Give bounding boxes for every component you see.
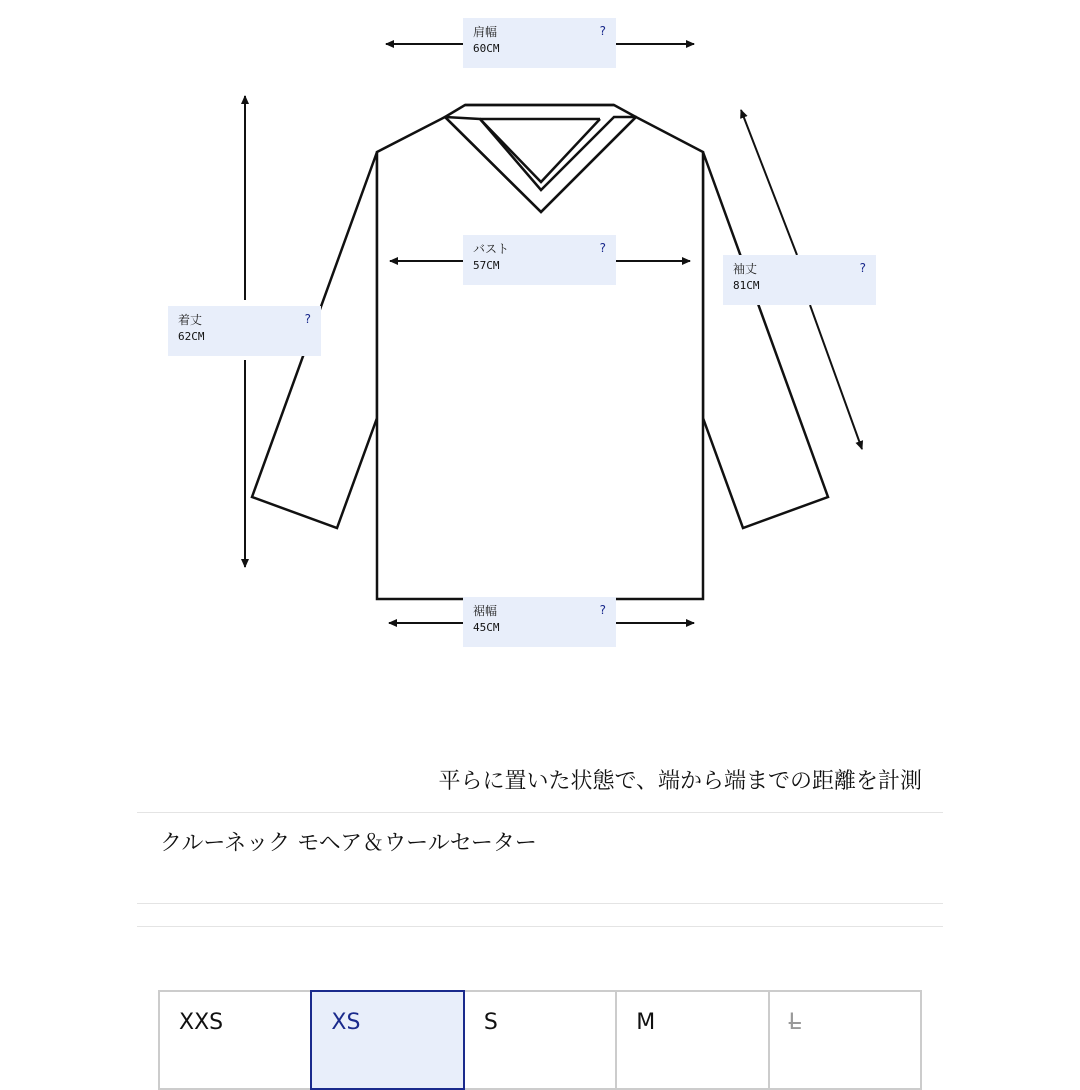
- hem-width-name: 裾幅: [473, 604, 498, 618]
- size-option-m[interactable]: M: [617, 990, 769, 1090]
- help-icon[interactable]: ?: [304, 312, 311, 326]
- sleeve-length-value: 81CM: [733, 279, 760, 292]
- shoulder-width-name: 肩幅: [473, 25, 498, 39]
- sleeve-length-label[interactable]: [723, 255, 876, 305]
- measurement-note: 平らに置いた状態で、端から端までの距離を計測: [438, 769, 922, 794]
- body-length-label[interactable]: [168, 306, 321, 356]
- product-name: クルーネック モヘア＆ウールセーター: [160, 831, 537, 856]
- hem-width-value: 45CM: [473, 621, 500, 634]
- size-option-s[interactable]: S: [465, 990, 617, 1090]
- size-option-xxs[interactable]: XXS: [160, 990, 312, 1090]
- help-icon[interactable]: ?: [599, 24, 606, 38]
- divider: [137, 926, 943, 927]
- size-option-l[interactable]: L: [770, 990, 922, 1090]
- help-icon[interactable]: ?: [599, 603, 606, 617]
- body-length-name: 着丈: [178, 313, 203, 327]
- bust-value: 57CM: [473, 259, 500, 272]
- size-selector: [158, 990, 922, 1090]
- help-icon[interactable]: ?: [859, 261, 866, 275]
- bust-name: バスト: [473, 242, 510, 256]
- bust-label[interactable]: [463, 235, 616, 285]
- shoulder-width-label[interactable]: [463, 18, 616, 68]
- size-option-xs[interactable]: XS: [310, 990, 464, 1090]
- right-sleeve: [703, 152, 828, 528]
- divider: [137, 903, 943, 904]
- divider: [137, 812, 943, 813]
- hem-width-label[interactable]: [463, 597, 616, 647]
- body-length-value: 62CM: [178, 330, 205, 343]
- help-icon[interactable]: ?: [599, 241, 606, 255]
- sleeve-length-name: 袖丈: [733, 262, 758, 276]
- shoulder-width-value: 60CM: [473, 42, 500, 55]
